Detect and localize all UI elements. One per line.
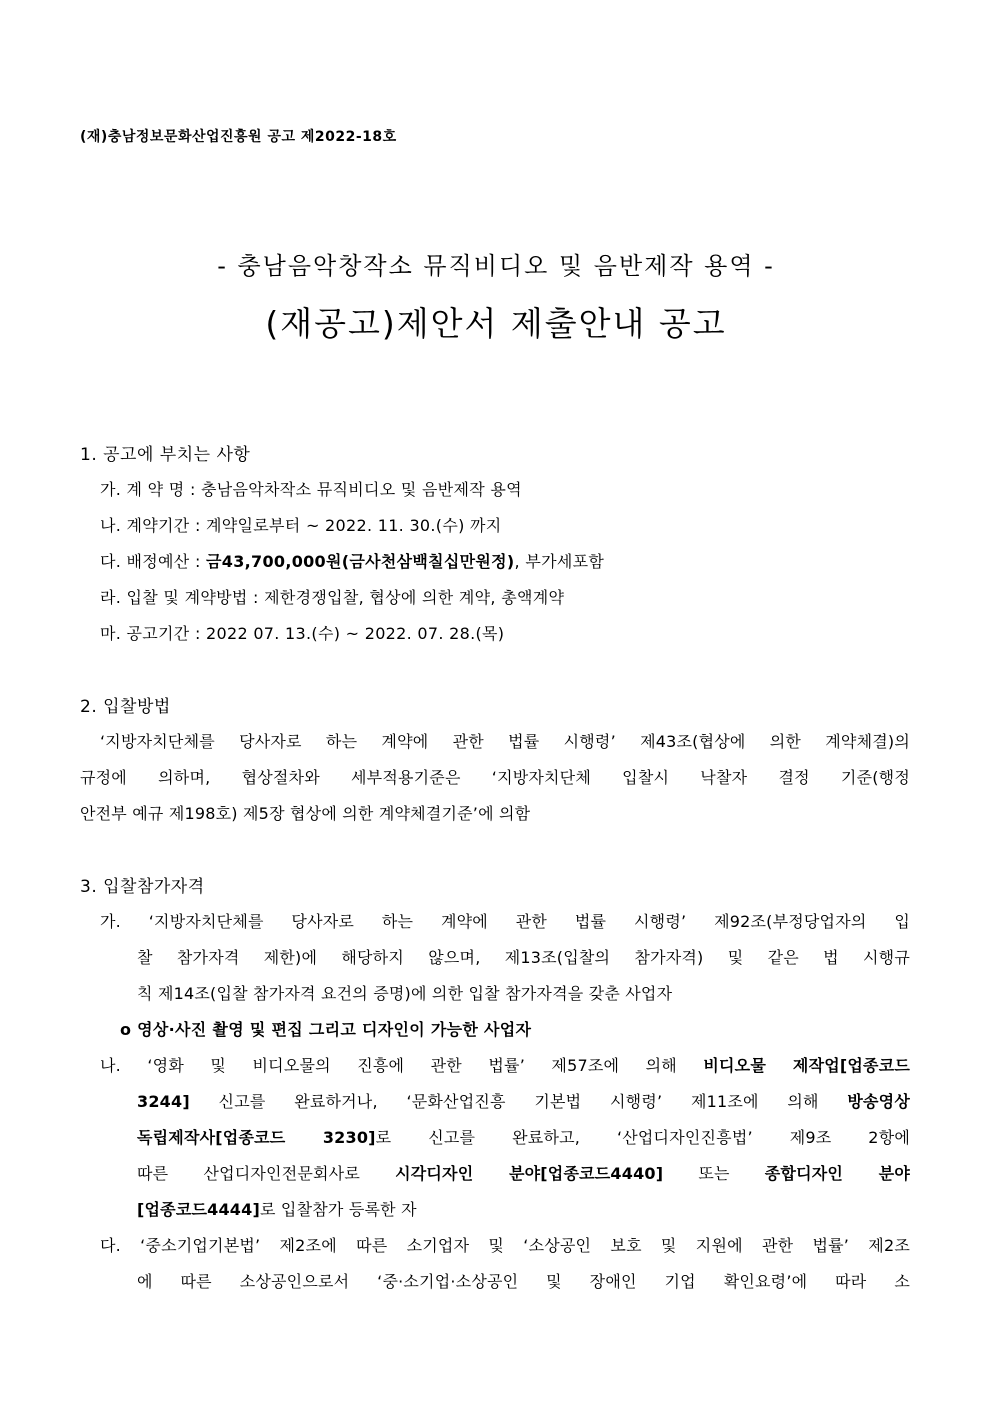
section-3-heading: 3. 입찰참가자격 [80,877,205,897]
section-3-item-b-line: 3244] 신고를 완료하거나, ‘문화산업진흥 기본법 시행령’ 제11조에 의해 방송영상 [137,1092,910,1111]
section-2-line: ‘지방자치단체를 당사자로 하는 계약에 관한 법률 시행령’ 제43조(협상에 의한 계약체결)의 [100,732,910,751]
section-3-item-a-line: 찰 참가자격 제한)에 해당하지 않으며, 제13조(입찰의 참가자격) 및 같은 법 시행규 [137,948,910,967]
section-2-heading: 2. 입찰방법 [80,697,171,717]
section-3-item-b-line: [업종코드4444]로 입찰참가 등록한 자 [137,1200,417,1219]
section-3-item-a-line: 가. ‘지방자치단체를 당사자로 하는 계약에 관한 법률 시행령’ 제92조(부정당업자의 입 [100,912,910,931]
section-2-line: 규정에 의하며, 협상절차와 세부적용기준은 ‘지방자치단체 입찰시 낙찰자 결정 기준(행정 [80,768,910,787]
section-1-item-c: 다. 배정예산 : 금43,700,000원(금사천삼백칠십만원정), 부가세포함 [100,552,605,571]
section-3-item-b-line: 독립제작사[업종코드 3230]로 신고를 완료하고, ‘산업디자인진흥법’ 제9조 2항에 [137,1128,911,1147]
section-3-item-c-line: 에 따른 소상공인으로서 ‘중·소기업·소상공인 및 장애인 기업 확인요령’에 따라 소 [137,1272,910,1291]
section-3-item-b-line: 따른 산업디자인전문회사로 시각디자인 분야[업종코드4440] 또는 종합디자인 분야 [137,1164,910,1183]
section-2-line: 안전부 예규 제198호) 제5장 협상에 의한 계약체결기준’에 의함 [80,804,531,823]
section-1-heading: 1. 공고에 부치는 사항 [80,445,251,465]
document-subtitle: - 충남음악창작소 뮤직비디오 및 음반제작 용역 - [217,252,775,280]
section-1-item-b: 나. 계약기간 : 계약일로부터 ~ 2022. 11. 30.(수) 까지 [100,516,502,535]
section-1-item-a: 가. 계 약 명 : 충남음악차작소 뮤직비디오 및 음반제작 용역 [100,480,522,499]
section-1-item-d: 라. 입찰 및 계약방법 : 제한경쟁입찰, 협상에 의한 계약, 총액계약 [100,588,565,607]
section-1-item-e: 마. 공고기간 : 2022 07. 13.(수) ~ 2022. 07. 28.(목) [100,624,505,643]
section-3-item-a-bullet: o 영상·사진 촬영 및 편집 그리고 디자인이 가능한 사업자 [120,1020,532,1039]
section-3-item-b-line: 나. ‘영화 및 비디오물의 진흥에 관한 법률’ 제57조에 의해 비디오물 제작업[업종코드 [100,1056,911,1075]
section-3-item-c-line: 다. ‘중소기업기본법’ 제2조에 따른 소기업자 및 ‘소상공인 보호 및 지원에 관한 법률’ 제2조 [100,1236,910,1255]
section-3-item-a-line: 칙 제14조(입찰 참가자격 요건의 증명)에 의한 입찰 참가자격을 갖춘 사업자 [137,984,673,1003]
notice-number: (재)충남정보문화산업진흥원 공고 제2022-18호 [80,129,397,145]
document-title: (재공고)제안서 제출안내 공고 [265,304,727,343]
